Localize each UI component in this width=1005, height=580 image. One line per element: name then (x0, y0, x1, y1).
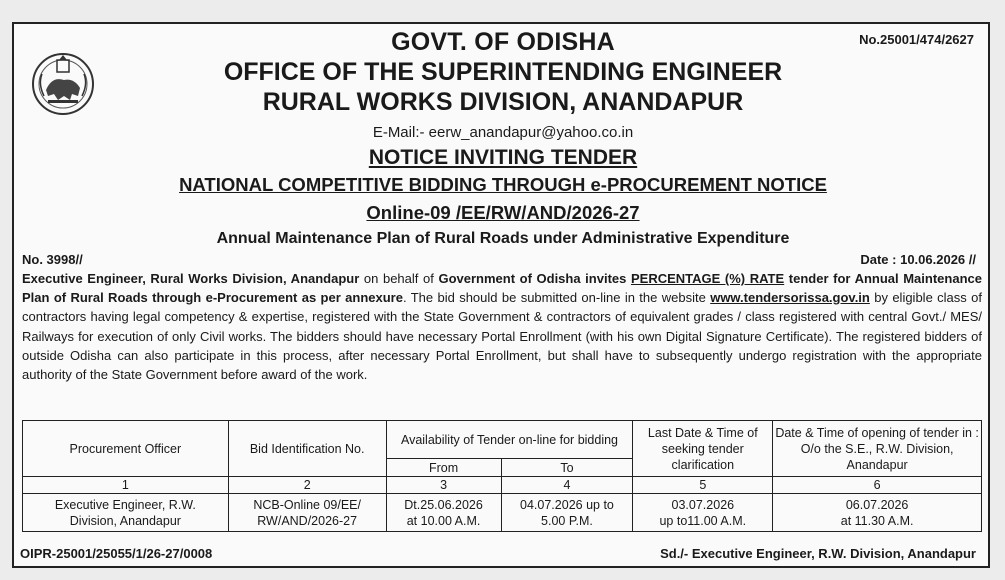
header-opening-date: Date & Time of opening of tender in : O/o the S.E., R.W. Division, Anandapur (773, 421, 982, 477)
header-bid-identification: Bid Identification No. (228, 421, 386, 477)
cell-line: at 11.30 A.M. (840, 513, 914, 528)
notice-number: No. 3998// (22, 252, 83, 267)
header-from: From (386, 459, 501, 477)
body-govt: Government of Odisha invites (438, 271, 627, 286)
header-availability: Availability of Tender on-line for bidding (386, 421, 633, 459)
plan-title: Annual Maintenance Plan of Rural Roads under Administrative Expenditure (216, 230, 790, 247)
email-line: E-Mail:- eerw_anandapur@yahoo.co.in (372, 124, 634, 141)
cell-line: up to11.00 A.M. (659, 513, 747, 528)
cell-line: 04.07.2026 up to (520, 497, 614, 512)
cell-line: NCB-Online 09/EE/ (253, 497, 361, 512)
col-number: 1 (23, 477, 229, 494)
body-text-1: on behalf of (359, 271, 439, 286)
notice-subtitle: NATIONAL COMPETITIVE BIDDING THROUGH e-PROCUREMENT NOTICE (179, 174, 827, 195)
cell-line: at 10.00 A.M. (406, 513, 481, 528)
tender-website-link[interactable]: www.tendersorissa.gov.in (710, 290, 870, 306)
table-header-row (23, 421, 982, 459)
cell-line: 03.07.2026 (671, 497, 735, 512)
body-text-3: . The bid should be submitted on-line in the website (402, 290, 711, 306)
body-rate-type: PERCENTAGE (%) RATE (630, 271, 785, 286)
notice-date: Date : 10.06.2026 // (860, 252, 976, 267)
heading-office: OFFICE OF THE SUPERINTENDING ENGINEER (223, 58, 783, 86)
tender-notice (12, 22, 990, 568)
cell-line: 06.07.2026 (845, 497, 909, 512)
col-number: 3 (386, 477, 501, 494)
body-issuer: Executive Engineer, Rural Works Division, Anandapur (22, 271, 360, 286)
reference-number: No.25001/474/2627 (859, 32, 974, 47)
online-number: Online-09 /EE/RW/AND/2026-27 (366, 202, 640, 223)
body-text-4: by eligible class of contractors having legal competency & expertise, registered with the State Government & contractors of equivalent grades / class registered with central Govt./ MES/ Railways for execution of only Civil works. The bidders should have necessary Portal Enrollment (with his own Digital Signature Certificate). The registered bidders of outside Odisha can also participate in this process, after necessary Portal Enrollment, but shall have to subsequently undergo registration with the appropriate authority of the State Government before award of the work. (22, 290, 982, 383)
body-tender-scope: tender for Annual Maintenance Plan of Rural Roads through e-Procurement as per annexure (22, 271, 982, 306)
col-number: 4 (501, 477, 633, 494)
cell-line: 5.00 P.M. (541, 513, 593, 528)
oipr-number: OIPR-25001/25055/1/26-27/0008 (20, 546, 213, 561)
cell-from (386, 494, 501, 532)
table-row (23, 494, 982, 532)
header-to: To (501, 459, 633, 477)
header-procurement-officer: Procurement Officer (23, 421, 229, 477)
table-number-row (23, 477, 982, 494)
col-number: 2 (228, 477, 386, 494)
signature-line: Sd./- Executive Engineer, R.W. Division, Anandapur (660, 546, 976, 561)
cell-line: Dt.25.06.2026 (404, 497, 483, 512)
cell-last-date (633, 494, 773, 532)
cell-line: Executive Engineer, R.W. (54, 497, 196, 512)
col-number: 6 (773, 477, 982, 494)
col-number: 5 (633, 477, 773, 494)
cell-line: Division, Anandapur (69, 513, 181, 528)
cell-line: RW/AND/2026-27 (257, 513, 358, 528)
cell-procurement-officer (23, 494, 229, 532)
cell-to (501, 494, 633, 532)
header-last-date: Last Date & Time of seeking tender clarification (633, 421, 773, 477)
notice-title: NOTICE INVITING TENDER (368, 146, 638, 169)
heading-division: RURAL WORKS DIVISION, ANANDAPUR (262, 88, 744, 116)
heading-govt: GOVT. OF ODISHA (391, 28, 615, 56)
tender-schedule-table (22, 420, 982, 532)
cell-opening-date (773, 494, 982, 532)
cell-bid-identification (228, 494, 386, 532)
notice-body (22, 269, 982, 384)
